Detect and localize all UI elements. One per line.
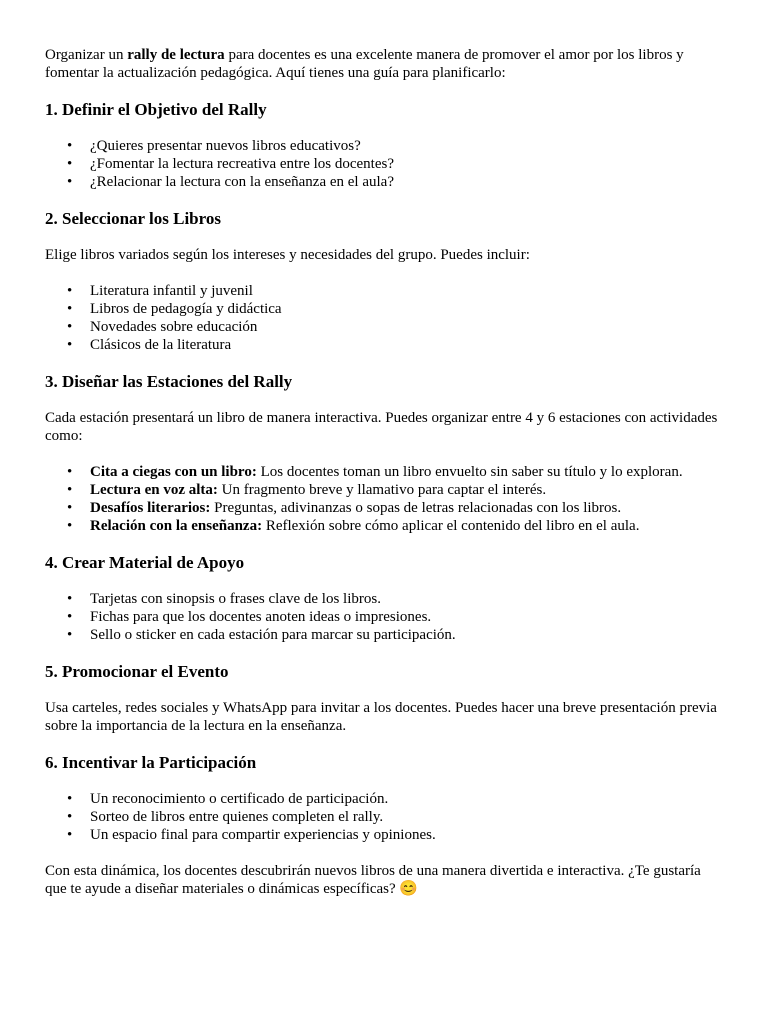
list-item: • Libros de pedagogía y didáctica [90, 300, 722, 318]
list-item: • Un reconocimiento o certificado de participación. [90, 790, 722, 808]
section-2-paragraph: Elige libros variados según los intereses y necesidades del grupo. Puedes incluir: [45, 247, 530, 263]
section-1-list [45, 137, 722, 191]
section-6-heading: 6. Incentivar la Participación [45, 753, 257, 772]
intro-text-start: Organizar un [45, 47, 128, 63]
section-5-paragraph: Usa carteles, redes sociales y WhatsApp para invitar a los docentes. Puedes hacer una breve presentación previa sobre la importancia de la lectura en la enseñanza. [45, 700, 717, 734]
list-item: • Tarjetas con sinopsis o frases clave de los libros. [90, 590, 722, 608]
section-2-heading: 2. Seleccionar los Libros [45, 209, 221, 228]
item-text: Los docentes toman un libro envuelto sin saber su título y lo exploran. [256, 464, 683, 480]
item-text: Preguntas, adivinanzas o sopas de letras relacionadas con los libros. [210, 500, 622, 516]
section-2-list [45, 282, 722, 354]
section-6-list [45, 790, 722, 844]
item-bold-label: Desafíos literarios: [90, 500, 211, 516]
item-bold-label: Cita a ciegas con un libro: [90, 464, 257, 480]
intro-text-end: para docentes es una excelente manera de promover el amor por los libros y fomentar la actualización pedagógica. Aquí tienes una guía para planificarlo: [45, 47, 684, 81]
list-item: • Fichas para que los docentes anoten ideas o impresiones. [90, 608, 722, 626]
list-item [90, 499, 722, 517]
list-item: • Clásicos de la literatura [90, 336, 722, 354]
item-bold-label: Lectura en voz alta: [90, 482, 218, 498]
list-item: • ¿Relacionar la lectura con la enseñanza en el aula? [90, 173, 722, 191]
item-text: Un fragmento breve y llamativo para captar el interés. [217, 482, 547, 498]
intro-bold-text: rally de lectura [127, 47, 225, 63]
item-text: Reflexión sobre cómo aplicar el contenido del libro en el aula. [262, 518, 640, 534]
closing-paragraph: Con esta dinámica, los docentes descubrirán nuevos libros de una manera divertida e interactiva. ¿Te gustaría que te ayude a diseñar materiales o dinámicas específicas? 😊 [45, 863, 701, 897]
list-item: • Novedades sobre educación [90, 318, 722, 336]
section-3-heading: 3. Diseñar las Estaciones del Rally [45, 372, 293, 391]
section-1-heading: 1. Definir el Objetivo del Rally [45, 100, 267, 119]
list-item: • Un espacio final para compartir experiencias y opiniones. [90, 826, 722, 844]
list-item [90, 463, 722, 481]
list-item: • ¿Quieres presentar nuevos libros educativos? [90, 137, 722, 155]
list-item: • ¿Fomentar la lectura recreativa entre los docentes? [90, 155, 722, 173]
list-item: • Literatura infantil y juvenil [90, 282, 722, 300]
intro-paragraph [45, 46, 722, 82]
list-item: • Sello o sticker en cada estación para marcar su participación. [90, 626, 722, 644]
section-3-paragraph: Cada estación presentará un libro de manera interactiva. Puedes organizar entre 4 y 6 estaciones con actividades como: [45, 410, 718, 444]
section-4-heading: 4. Crear Material de Apoyo [45, 553, 245, 572]
list-item [90, 481, 722, 499]
item-bold-label: Relación con la enseñanza: [90, 518, 263, 534]
section-4-list [45, 590, 722, 644]
list-item: • Sorteo de libros entre quienes completen el rally. [90, 808, 722, 826]
section-3-list [45, 463, 722, 535]
section-5-heading: 5. Promocionar el Evento [45, 662, 229, 681]
list-item [90, 517, 722, 535]
